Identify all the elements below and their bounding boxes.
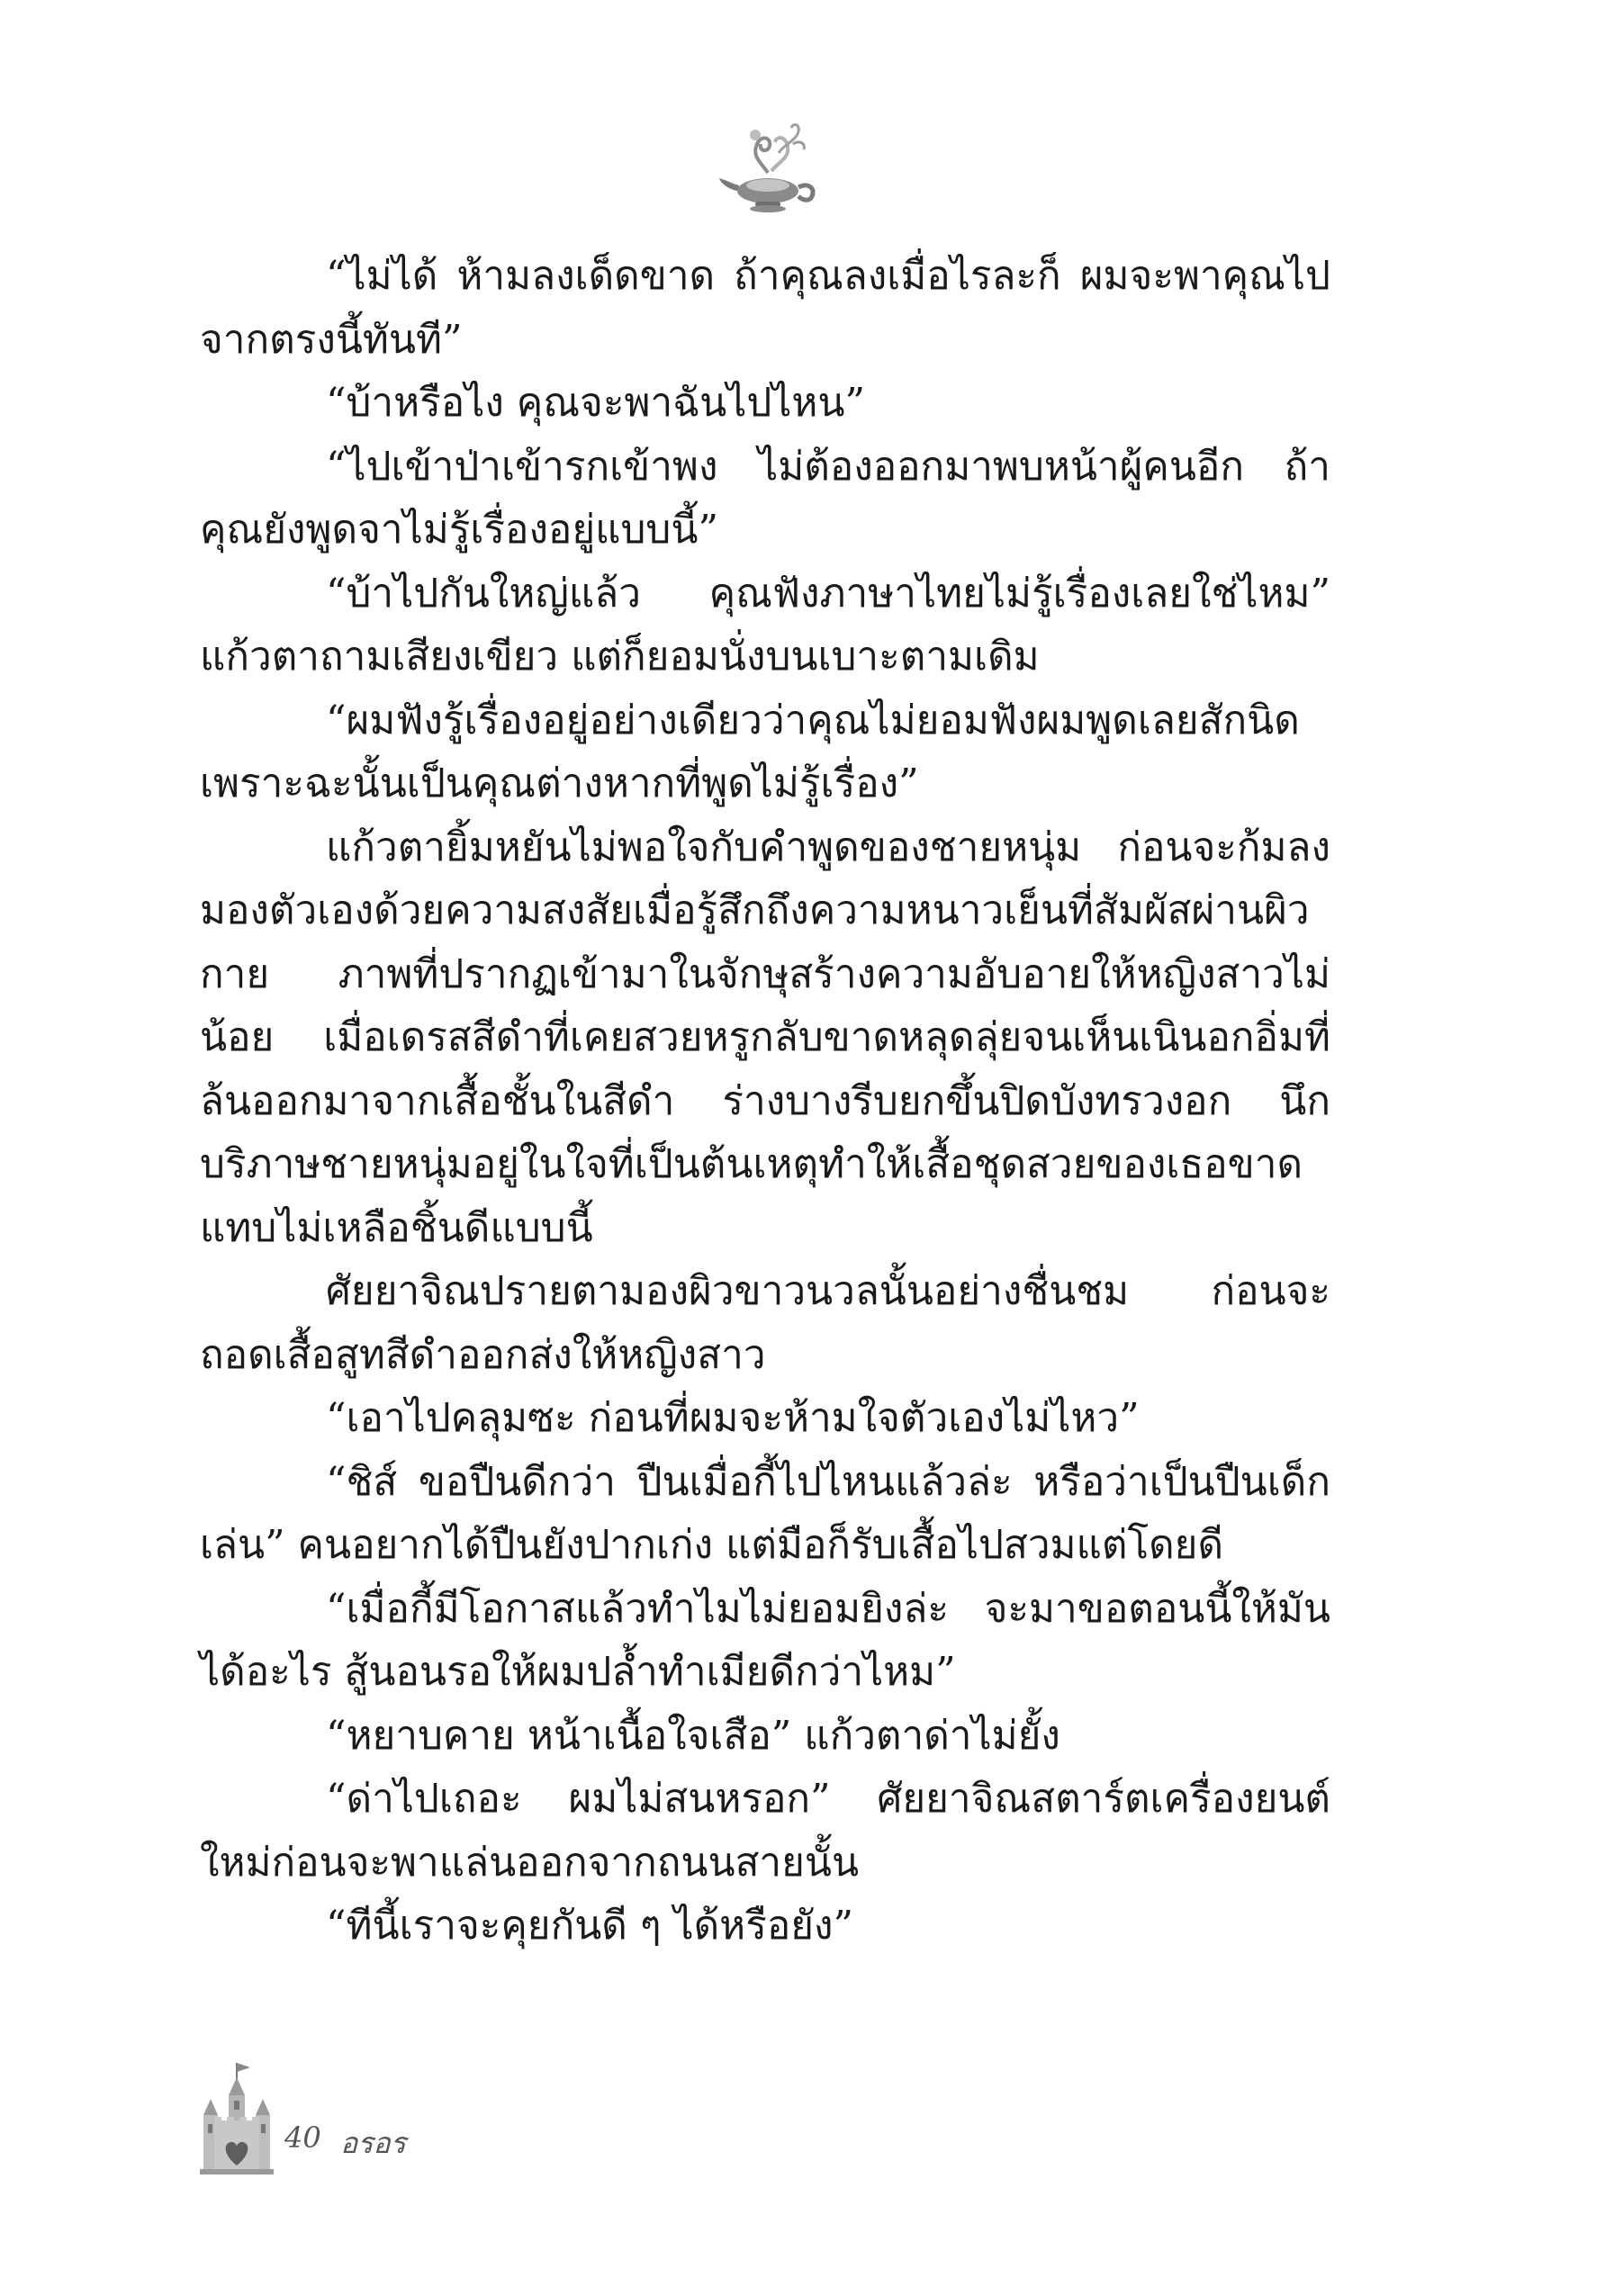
body-text [200,245,1330,1958]
paragraph: “หยาบคาย หน้าเนื้อใจเสือ” แก้วตาด่าไม่ยั้ง [326,1712,1060,1759]
paragraph: “บ้าไปกันใหญ่แล้ว คุณฟังภาษาไทยไม่รู้เรื่องเลยใช่ไหม” แก้วตาถามเสียงเขียว แต่ก็ยอมนั่งบนเบาะตามเดิม [200,570,1330,680]
paragraph: “ด่าไปเถอะ ผมไม่สนหรอก” ศัยยาจิณสตาร์ตเครื่องยนต์ใหม่ก่อนจะพาแล่นออกจากถนนสายนั้น [200,1776,1330,1886]
paragraph: “เอาไปคลุมซะ ก่อนที่ผมจะห้ามใจตัวเองไม่ไหว” [326,1395,1140,1441]
paragraph: “ไม่ได้ ห้ามลงเด็ดขาด ถ้าคุณลงเมื่อไรละก็ ผมจะพาคุณไปจากตรงนี้ทันที” [200,253,1330,363]
castle-icon [196,2059,277,2176]
genie-lamp-icon [716,117,824,216]
paragraph: “ผมฟังรู้เรื่องอยู่อย่างเดียวว่าคุณไม่ยอมฟังผมพูดเลยสักนิด เพราะฉะนั้นเป็นคุณต่างหากที่พูดไม่รู้เรื่อง” [200,697,1300,806]
paragraph: “ทีนี้เราจะคุยกันดี ๆ ได้หรือยัง” [326,1903,854,1949]
page-number: 40 [284,2120,321,2155]
paragraph: “ชิส์ ขอปืนดีกว่า ปืนเมื่อกี้ไปไหนแล้วล่ะ หรือว่าเป็นปืนเด็กเล่น” คนอยากได้ปืนยังปากเก่ง แต่มือก็รับเสื้อไปสวมแต่โดยดี [200,1458,1330,1568]
paragraph: ศัยยาจิณปรายตามองผิวขาวนวลนั้นอย่างชื่นชม ก่อนจะถอดเสื้อสูทสีดำออกส่งให้หญิงสาว [200,1268,1330,1378]
page-footer [196,2059,646,2176]
author-name: อรอร [340,2126,406,2160]
paragraph: “ไปเข้าป่าเข้ารกเข้าพง ไม่ต้องออกมาพบหน้าผู้คนอีก ถ้าคุณยังพูดจาไม่รู้เรื่องอยู่แบบนี้” [200,443,1330,553]
paragraph: “เมื่อกี้มีโอกาสแล้วทำไมไม่ยอมยิงล่ะ จะมาขอตอนนี้ให้มันได้อะไร สู้นอนรอให้ผมปล้ำทำเมียดีกว่าไหม” [200,1585,1330,1695]
paragraph: แก้วตายิ้มหยันไม่พอใจกับคำพูดของชายหนุ่ม ก่อนจะก้มลงมองตัวเองด้วยความสงสัยเมื่อรู้สึกถึงความหนาวเย็นที่สัมผัสผ่านผิวกาย ภาพที่ปรากฏเข้ามาในจักษุสร้างความอับอายให้หญิงสาวไม่น้อย เมื่อเดรสสีดำที่เคยสวยหรูกลับขาดหลุดลุ่ยจนเห็นเนินอกอิ่มที่ล้นออกมาจากเสื้อชั้นในสีดำ ร่างบางรีบยกขึ้นปิดบังทรวงอก นึกบริภาษชายหนุ่มอยู่ในใจที่เป็นต้นเหตุทำให้เสื้อชุดสวยของเธอขาดแทบไม่เหลือชิ้นดีแบบนี้ [200,824,1330,1251]
paragraph: “บ้าหรือไง คุณจะพาฉันไปไหน” [326,380,865,426]
